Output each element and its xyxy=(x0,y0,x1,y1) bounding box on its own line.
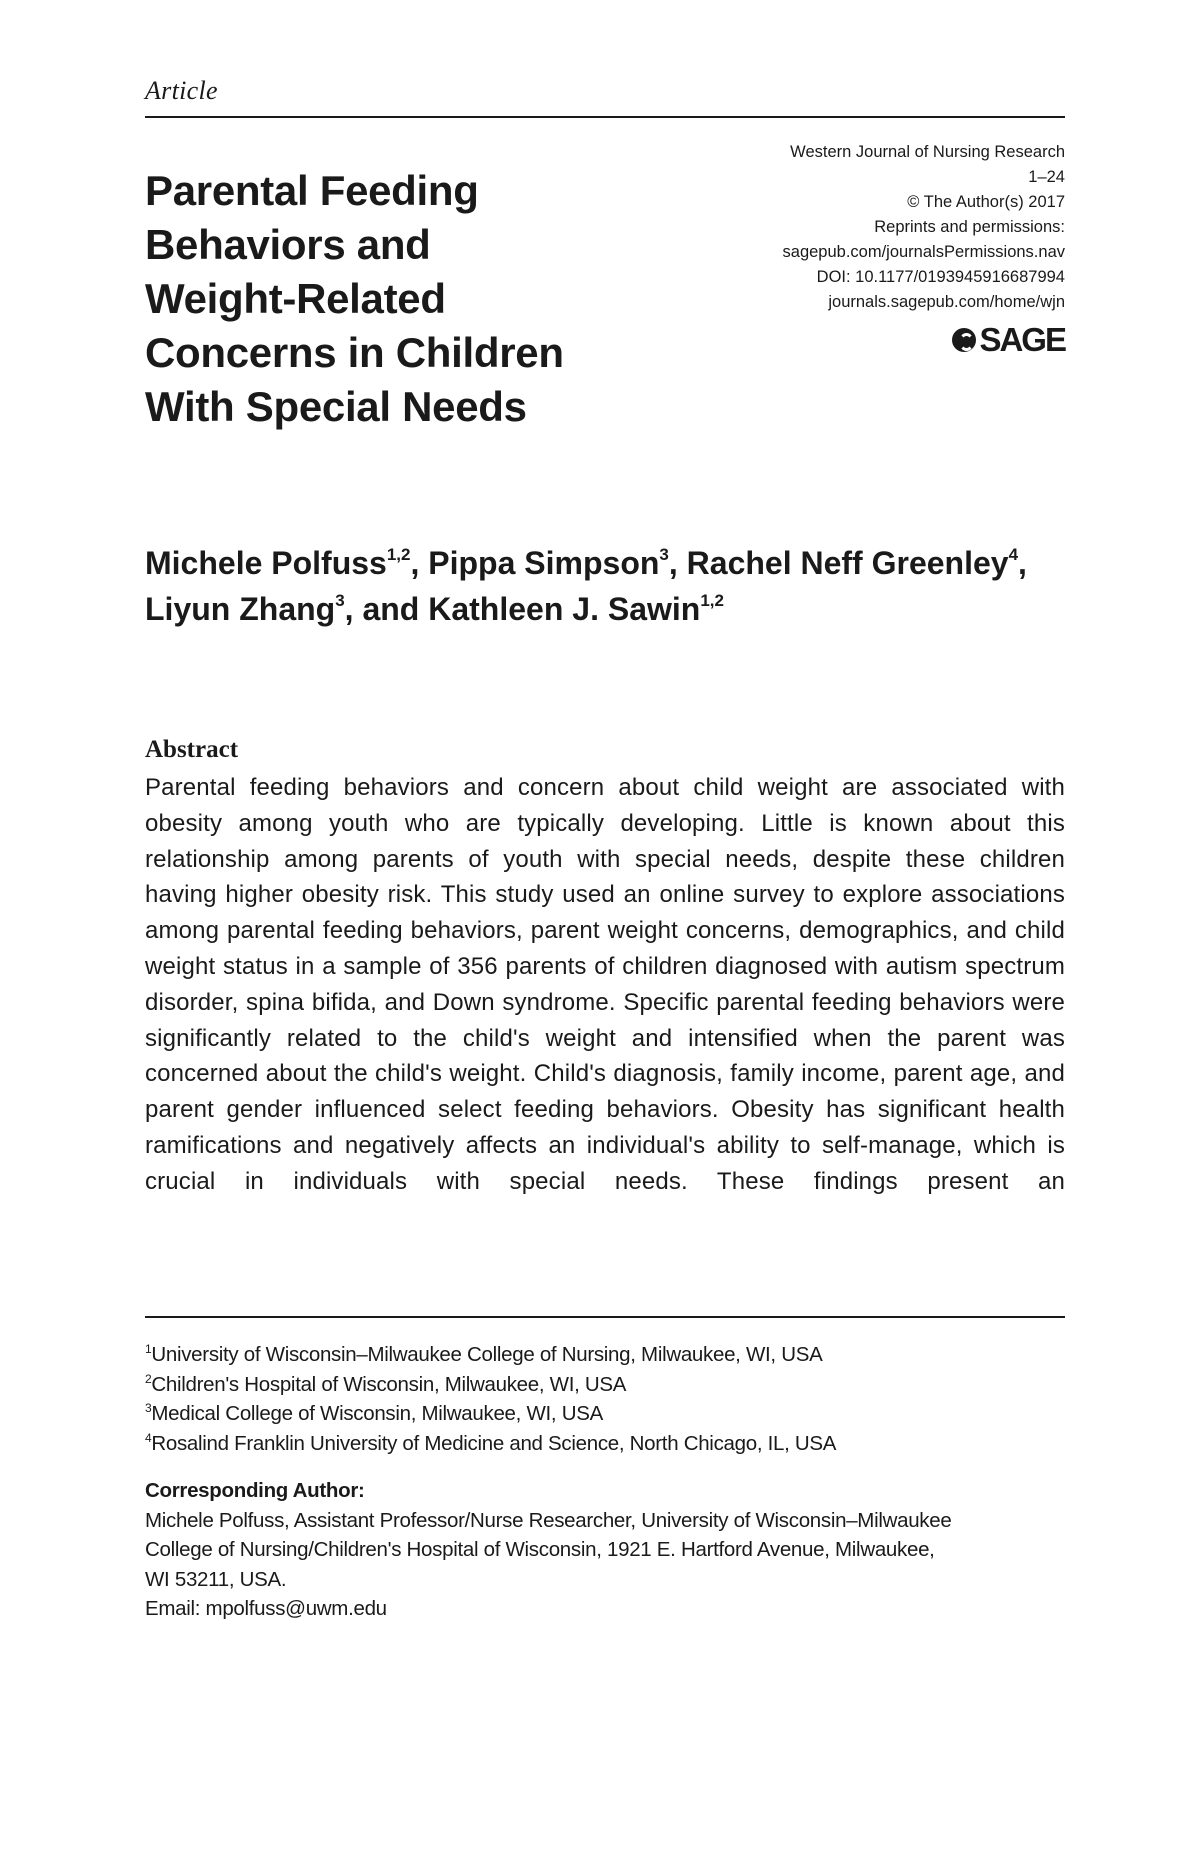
article-page xyxy=(145,0,1065,1855)
corresponding-author-line: Michele Polfuss, Assistant Professor/Nurse Researcher, University of Wisconsin–Milwaukee xyxy=(145,1508,952,1532)
author-name: Liyun Zhang xyxy=(145,591,336,627)
corresponding-author-line: College of Nursing/Children's Hospital of Wisconsin, 1921 E. Hartford Avenue, Milwaukee, xyxy=(145,1538,935,1561)
sage-logo-icon xyxy=(952,328,976,352)
journal-doi[interactable]: DOI: 10.1177/0193945916687994 xyxy=(816,268,1065,286)
affiliation-text: Rosalind Franklin University of Medicine and Science, North Chicago, IL, USA xyxy=(151,1431,837,1455)
affiliation-mark: 1 xyxy=(145,1342,152,1356)
abstract-text: Parental feeding behaviors and concern about child weight are associated with obesity among youth who are typically developing. Little is known about this relationship among parents of youth with special needs, despite these children having higher obesity risk. This study used an online survey to explore associations among parental feeding behaviors, parent weight concerns, demographics, and child weight status in a sample of 356 parents of children diagnosed with autism spectrum disorder, spina bifida, and Down syndrome. Specific parental feeding behaviors were significantly related to the child's weight and intensified when the parent was concerned about the child's weight. Child's diagnosis, family income, parent age, and parent gender influenced select feeding behaviors. Obesity has significant health ramifications and negatively affects an individual's ability to self-manage, which is crucial in individuals with special needs. These findings present an xyxy=(145,774,1065,1195)
affiliation-item xyxy=(145,1340,1065,1370)
affiliation-mark: 4 xyxy=(145,1430,152,1445)
corresponding-author-heading: Corresponding Author: xyxy=(145,1479,365,1502)
affiliation-mark: 2 xyxy=(145,1371,152,1386)
title-line: Parental Feeding xyxy=(145,167,479,214)
footnote-rule xyxy=(145,1316,1065,1318)
header-rule xyxy=(145,116,1065,118)
journal-home-link[interactable]: journals.sagepub.com/home/wjn xyxy=(828,293,1065,311)
author-affiliation-mark: 1,2 xyxy=(700,591,724,610)
author-name: Rachel Neff Greenley xyxy=(686,545,1009,581)
author-separator: , xyxy=(1018,545,1027,581)
author-separator: , xyxy=(410,545,429,581)
title-line: With Special Needs xyxy=(145,383,527,430)
sage-logo xyxy=(952,322,1065,358)
affiliation-item xyxy=(145,1370,1065,1400)
affiliation-mark: 3 xyxy=(145,1401,152,1415)
journal-info xyxy=(685,140,1065,315)
affiliation-item xyxy=(145,1429,1065,1459)
journal-pages: 1–24 xyxy=(1028,168,1065,186)
author-name: Michele Polfuss xyxy=(145,545,387,581)
author-affiliation-mark: 4 xyxy=(1008,545,1019,564)
title-line: Weight-Related xyxy=(145,275,446,322)
affiliation-item xyxy=(145,1399,1065,1429)
author-separator: , and xyxy=(344,591,429,627)
author-name: Kathleen J. Sawin xyxy=(428,591,701,627)
author-list xyxy=(145,540,1065,632)
title-line: Behaviors and xyxy=(145,221,431,268)
author-name: Pippa Simpson xyxy=(428,545,660,581)
title-line: Concerns in Children xyxy=(145,329,564,376)
corresponding-author-line: WI 53211, USA. xyxy=(145,1567,287,1591)
author-affiliation-mark: 3 xyxy=(659,545,669,564)
sage-logo-text: SAGE xyxy=(979,321,1065,358)
affiliation-text: Children's Hospital of Wisconsin, Milwaukee, WI, USA xyxy=(151,1372,627,1396)
affiliation-text: Medical College of Wisconsin, Milwaukee, WI, USA xyxy=(151,1402,603,1425)
journal-copyright: © The Author(s) 2017 xyxy=(907,193,1065,211)
author-affiliation-mark: 1,2 xyxy=(386,545,411,564)
journal-name: Western Journal of Nursing Research xyxy=(790,143,1065,161)
article-type-label: Article xyxy=(145,76,218,105)
abstract-heading: Abstract xyxy=(145,736,239,763)
affiliation-list xyxy=(145,1340,1065,1458)
article-title xyxy=(145,164,705,434)
affiliation-text: University of Wisconsin–Milwaukee College of Nursing, Milwaukee, WI, USA xyxy=(151,1343,823,1366)
author-affiliation-mark: 3 xyxy=(335,591,345,610)
corresponding-author-email[interactable]: Email: mpolfuss@uwm.edu xyxy=(145,1597,387,1620)
author-separator: , xyxy=(668,545,687,581)
journal-permissions-link[interactable]: sagepub.com/journalsPermissions.nav xyxy=(782,243,1065,261)
corresponding-author xyxy=(145,1476,1065,1624)
journal-reprints: Reprints and permissions: xyxy=(874,218,1065,236)
